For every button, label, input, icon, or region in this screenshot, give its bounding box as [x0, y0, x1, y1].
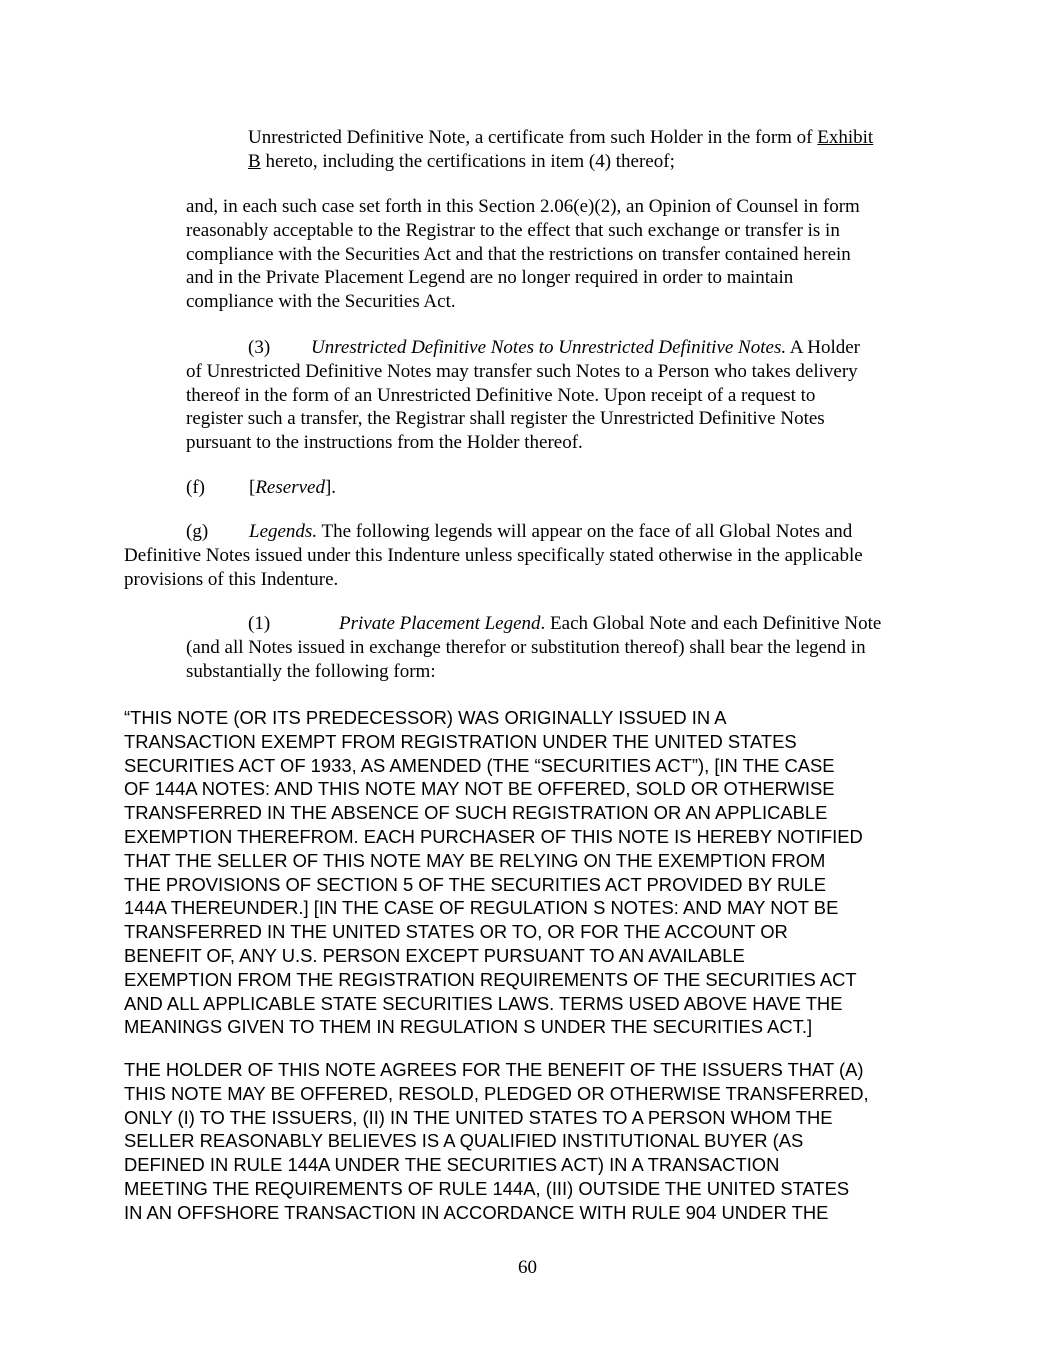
text-line: TRANSACTION EXEMPT FROM REGISTRATION UNDER THE UNITED STATES [124, 730, 797, 752]
section-number: (f) [186, 477, 205, 498]
section-heading: Legends. [249, 521, 318, 542]
text-line: EXEMPTION THEREFROM. EACH PURCHASER OF THIS NOTE IS HEREBY NOTIFIED [124, 825, 863, 847]
section-f-paragraph [186, 476, 586, 500]
continuation-paragraph [248, 126, 948, 174]
text-line: substantially the following form: [186, 660, 436, 682]
text-line: MEETING THE REQUIREMENTS OF RULE 144A, (III) OUTSIDE THE UNITED STATES [124, 1177, 850, 1199]
text-line: OF 144A NOTES: AND THIS NOTE MAY NOT BE OFFERED, SOLD OR OTHERWISE [124, 778, 835, 800]
section-number: (g) [186, 521, 209, 542]
text-line: (3) Unrestricted Definitive Notes to Unrestricted Definitive Notes. A Holder [248, 337, 860, 358]
exhibit-b-link-part2: B [248, 150, 261, 172]
section-heading: Unrestricted Definitive Notes to Unrestricted Definitive Notes. [311, 337, 787, 358]
section-heading: Private Placement Legend [339, 613, 541, 634]
text-line: and in the Private Placement Legend are no longer required in order to maintain [186, 267, 794, 289]
text-line: DEFINED IN RULE 144A UNDER THE SECURITIES ACT) IN A TRANSACTION [124, 1154, 780, 1176]
text-line: compliance with the Securities Act and that the restrictions on transfer contained herein [186, 243, 851, 265]
text-line: ONLY (I) TO THE ISSUERS, (II) IN THE UNITED STATES TO A PERSON WHOM THE [124, 1106, 833, 1128]
text-line: (g) Legends. The following legends will appear on the face of all Global Notes and [186, 521, 853, 542]
text-line: provisions of this Indenture. [124, 568, 339, 590]
text-line: thereof in the form of an Unrestricted Definitive Note. Upon receipt of a request to [186, 384, 816, 406]
text-line: IN AN OFFSHORE TRANSACTION IN ACCORDANCE WITH RULE 904 UNDER THE [124, 1201, 829, 1223]
section-1-paragraph [186, 612, 966, 683]
text-line: and, in each such case set forth in this Section 2.06(e)(2), an Opinion of Counsel in form [186, 196, 860, 217]
section-g-paragraph [124, 520, 944, 591]
text-line: SECURITIES ACT OF 1933, AS AMENDED (THE “SECURITIES ACT”), [IN THE CASE [124, 754, 835, 776]
text-line: register such a transfer, the Registrar shall register the Unrestricted Definitive Notes [186, 408, 825, 430]
text-line: 144A THEREUNDER.] [IN THE CASE OF REGULATION S NOTES: AND MAY NOT BE [124, 897, 839, 919]
section-3-paragraph [186, 336, 966, 455]
exhibit-b-link-part1: Exhibit [817, 127, 874, 148]
text-line: AND ALL APPLICABLE STATE SECURITIES LAWS. TERMS USED ABOVE HAVE THE [124, 992, 843, 1014]
holder-agreement-legend-text [124, 1058, 954, 1225]
text-line: of Unrestricted Definitive Notes may transfer such Notes to a Person who takes delivery [186, 360, 858, 382]
text-line: (1) Private Placement Legend. Each Global Note and each Definitive Note [248, 613, 882, 634]
section-number: (3) [248, 337, 271, 358]
page-number: 60 [518, 1257, 537, 1278]
opinion-of-counsel-paragraph [186, 195, 966, 314]
text-line: TRANSFERRED IN THE UNITED STATES OR TO, OR FOR THE ACCOUNT OR [124, 921, 788, 943]
reserved-text: Reserved [255, 477, 325, 498]
text-line: “THIS NOTE (OR ITS PREDECESSOR) WAS ORIGINALLY ISSUED IN A [124, 707, 727, 728]
text-line: MEANINGS GIVEN TO THEM IN REGULATION S UNDER THE SECURITIES ACT.] [124, 1016, 813, 1038]
text-line: compliance with the Securities Act. [186, 291, 456, 313]
text-line: THAT THE SELLER OF THIS NOTE MAY BE RELYING ON THE EXEMPTION FROM [124, 849, 826, 871]
text-line: TRANSFERRED IN THE ABSENCE OF SUCH REGISTRATION OR AN APPLICABLE [124, 802, 828, 824]
text-line: SELLER REASONABLY BELIEVES IS A QUALIFIED INSTITUTIONAL BUYER (AS [124, 1130, 804, 1152]
section-number: (1) [248, 613, 271, 634]
text-line: B hereto, including the certifications in item (4) thereof; [248, 150, 675, 172]
text-line: (and all Notes issued in exchange therefor or substitution thereof) shall bear the legend in [186, 636, 866, 658]
private-placement-legend-text [124, 706, 954, 1039]
text-line: Definitive Notes issued under this Indenture unless specifically stated otherwise in the applicable [124, 544, 863, 566]
text-line: Unrestricted Definitive Note, a certificate from such Holder in the form of Exhibit [248, 127, 874, 148]
text-line: EXEMPTION FROM THE REGISTRATION REQUIREMENTS OF THE SECURITIES ACT [124, 968, 857, 990]
text-line: (f) [Reserved]. [186, 477, 337, 498]
text-line: pursuant to the instructions from the Holder thereof. [186, 432, 583, 454]
text-line: BENEFIT OF, ANY U.S. PERSON EXCEPT PURSUANT TO AN AVAILABLE [124, 944, 745, 966]
text-line: reasonably acceptable to the Registrar to the effect that such exchange or transfer is in [186, 219, 840, 241]
text-line: THE HOLDER OF THIS NOTE AGREES FOR THE BENEFIT OF THE ISSUERS THAT (A) [124, 1059, 864, 1080]
text-line: THE PROVISIONS OF SECTION 5 OF THE SECURITIES ACT PROVIDED BY RULE [124, 873, 827, 895]
text-line: THIS NOTE MAY BE OFFERED, RESOLD, PLEDGED OR OTHERWISE TRANSFERRED, [124, 1082, 869, 1104]
